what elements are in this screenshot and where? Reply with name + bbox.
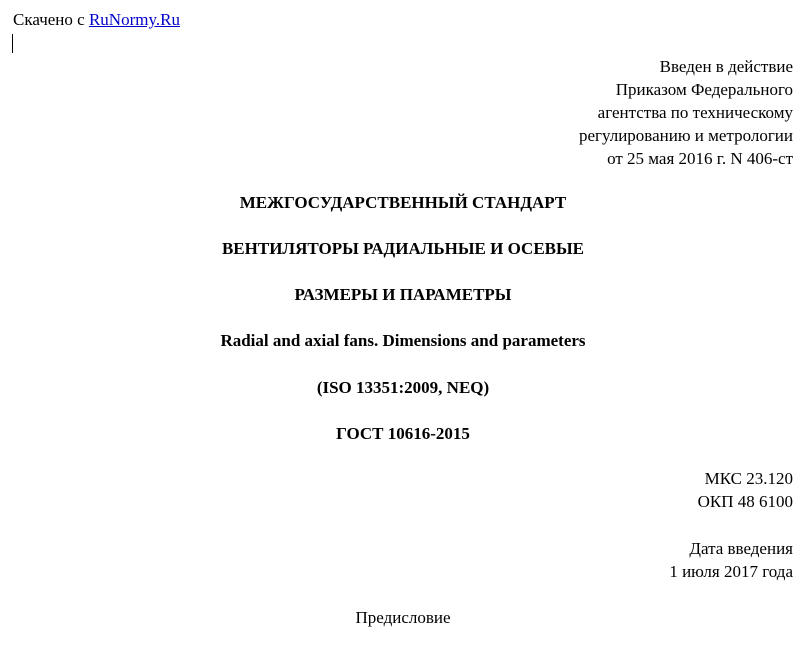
preface-heading: Предисловие [355,608,451,627]
approval-block [579,55,793,170]
source-link[interactable]: RuNormy.Ru [88,10,180,29]
standard-subname-title: РАЗМЕРЫ И ПАРАМЕТРЫ [294,285,512,304]
source-prefix: Скачено с [13,10,89,29]
standard-name-title: ВЕНТИЛЯТОРЫ РАДИАЛЬНЫЕ И ОСЕВЫЕ [221,239,585,258]
iso-reference: (ISO 13351:2009, NEQ) [316,378,490,397]
text-cursor [12,34,13,53]
english-title: Radial and axial fans. Dimensions and parameters [220,331,586,350]
approval-line: регулированию и метрологии [578,126,793,145]
source-line [13,9,180,31]
standard-type-title: МЕЖГОСУДАРСТВЕННЫЙ СТАНДАРТ [239,193,567,212]
approval-line: от 25 мая 2016 г. N 406-ст [607,149,793,168]
okp-code: ОКП 48 6100 [697,492,793,511]
approval-line: Приказом Федерального [615,80,793,99]
mks-code: МКС 23.120 [704,469,793,488]
approval-line: Введен в действие [659,57,793,76]
introduction-date-block [669,537,793,583]
classification-codes [698,467,793,513]
introduction-label: Дата введения [689,539,793,558]
approval-line: агентства по техническому [597,103,793,122]
gost-number: ГОСТ 10616-2015 [336,424,470,443]
introduction-date: 1 июля 2017 года [669,562,793,581]
